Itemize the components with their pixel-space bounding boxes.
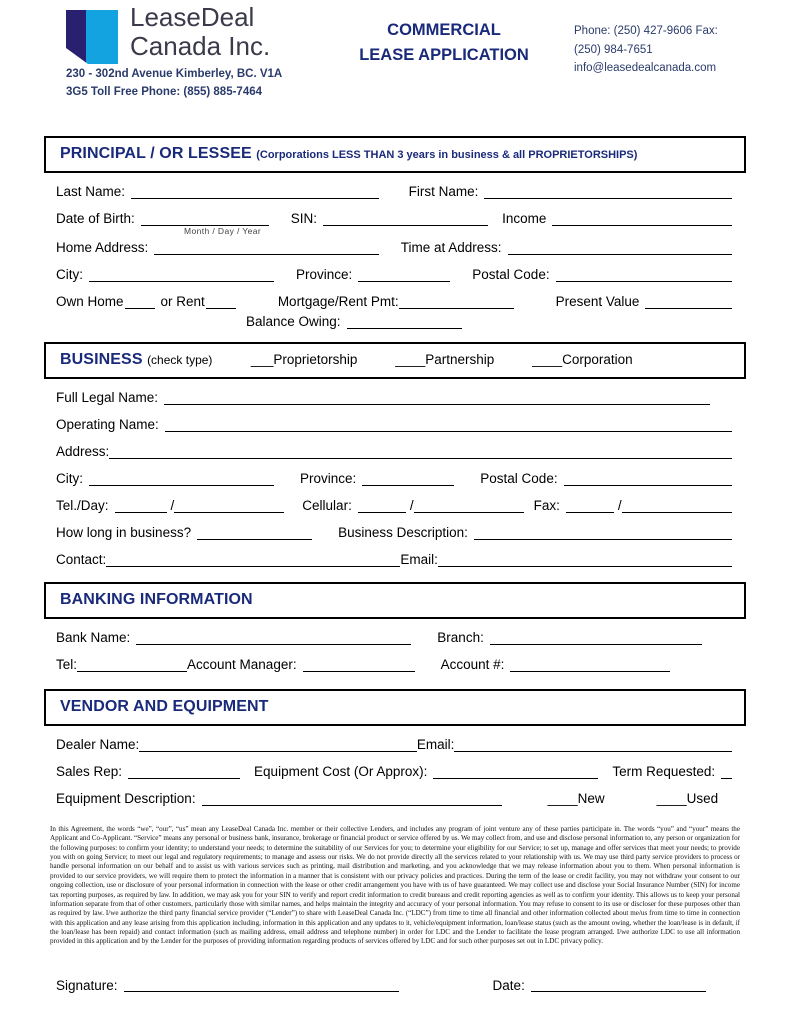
input-last-name[interactable] xyxy=(131,184,379,199)
legal-agreement-text: In this Agreement, the words “we”, “our”, “us” mean any LeaseDeal Canada Inc. member or their collective Lenders, and includes any program of joint venture any of these parties participate in. The words “you” and “your” means the Applicant and Co-Applicant. “Service” means any personal or business bank, insurance, brokerage or financial product or service offered by us. We may collect from, and use and disclose personal information to, any person or organization for the following purposes: to confirm your identity; to understand your needs; to determine the suitability of our Services for you; to determine your eligibility for our Service; to set up, manage and offer services that meet your needs; to provide you with on going Service; to meet our legal and regulatory requirements; to manage and assess our risks. We do not provide directly all the services related to your relationship with us. We may use third party service providers to process or handle personal information on our behalf and to assist us with various services such as printing, mail distribution and marketing, and you acknowledge that we may release information about you to them. When personal information is provided to our service providers, we will require them to protect the information in a manner that is consistent with our privacy policies and practices. During the term of the lease or credit facility, you may not withdraw your consent to our ongoing collection, use or disclosure of your personal information in connection with the lease or other credit arrangement you have with us of have guaranteed. We may collect use and disclose your Social Insurance Number (SIN) for income tax reporting purposes, as required by law. In addition, we may ask you for your SIN to verify and report credit information to credit bureaus and credit reporting agencies as well as to confirm your identity. This allows us to keep your personal information separate from that of other customers, particularly those with similar names, and helps maintain the integrity and accuracy of your personal information. You may refuse to consent to its use or discloser for these purposes other than as required by law. I/we authorize the third party financial service provider (“Lender”) to share with LeaseDeal Canada Inc. (“LDC”) from time to time all financial and other information collected about me/us from time to time in connection with this application and any lease arising from this application including, information in this application and any updates to it, vehicle/equipment information, loan/lease status (such as the amount owing, whether the loan/lease is in default, if the loan/lease has been repaid) and contact information (such as mailing address, email address and telephone number) in order for LDC and the Lender to facilitate the lease program arranged. I/we authorize LDC to use all information provided in this application and by the Lender for the purposes of providing information regarding products of services offered by LDC and for such other purposes set out in LDC privacy policy. xyxy=(50,825,740,946)
input-business-province[interactable] xyxy=(362,471,454,486)
checkbox-used[interactable]: ____Used xyxy=(656,791,719,806)
section-header-business xyxy=(44,342,746,379)
input-tel-day-area[interactable] xyxy=(115,498,167,513)
input-sales-rep[interactable] xyxy=(128,764,240,779)
row-business-address xyxy=(56,444,736,460)
label-business-email: Email: xyxy=(400,552,438,567)
brand-name xyxy=(130,4,270,59)
label-province: Province: xyxy=(296,267,353,282)
input-income[interactable] xyxy=(552,211,732,226)
label-postal-code: Postal Code: xyxy=(472,267,550,282)
separator-slash-tel: / xyxy=(170,498,175,513)
label-first-name: First Name: xyxy=(408,184,479,199)
row-home-address xyxy=(56,240,736,256)
row-city-province-postal xyxy=(56,267,736,283)
label-last-name: Last Name: xyxy=(56,184,126,199)
input-present-value[interactable] xyxy=(645,294,732,309)
label-sales-rep: Sales Rep: xyxy=(56,764,123,779)
option-corporation[interactable]: ____Corporation xyxy=(532,352,633,367)
label-fax: Fax: xyxy=(533,498,560,513)
input-sin[interactable] xyxy=(323,211,488,226)
row-business-city-province-postal xyxy=(56,471,736,487)
section-header-banking xyxy=(44,582,746,619)
input-business-description[interactable] xyxy=(474,525,732,540)
contact-email: info@leasedealcanada.com xyxy=(574,62,717,75)
label-business-postal-code: Postal Code: xyxy=(480,471,558,486)
input-account-manager[interactable] xyxy=(303,657,415,672)
row-dealer-email xyxy=(56,737,736,753)
contact-fax-number: (250) 984-7651 xyxy=(574,43,653,56)
label-equipment-cost: Equipment Cost (Or Approx): xyxy=(254,764,428,779)
input-full-legal-name[interactable] xyxy=(164,390,710,405)
label-account-number: Account #: xyxy=(440,657,505,672)
input-postal-code[interactable] xyxy=(556,267,732,282)
input-contact[interactable] xyxy=(106,552,400,567)
checkbox-rent[interactable] xyxy=(206,294,236,309)
label-branch: Branch: xyxy=(437,630,484,645)
checkbox-own-home[interactable] xyxy=(125,294,155,309)
section-title-principal: PRINCIPAL / OR LESSEE xyxy=(60,145,252,162)
input-business-email[interactable] xyxy=(438,552,732,567)
separator-slash-cellular: / xyxy=(409,498,414,513)
label-contact: Contact: xyxy=(56,552,107,567)
row-full-legal-name xyxy=(56,390,736,406)
label-full-legal-name: Full Legal Name: xyxy=(56,390,159,405)
input-business-postal-code[interactable] xyxy=(564,471,732,486)
label-operating-name: Operating Name: xyxy=(56,417,159,432)
row-names xyxy=(56,184,736,200)
label-date-of-birth: Date of Birth: xyxy=(56,211,135,226)
label-business-city: City: xyxy=(56,471,83,486)
input-vendor-email[interactable] xyxy=(454,737,732,752)
label-balance-owing: Balance Owing: xyxy=(246,314,341,329)
row-contact-email xyxy=(56,552,736,568)
section-subtitle-principal: (Corporations LESS THAN 3 years in business & all PROPRIETORSHIPS) xyxy=(256,149,638,161)
input-cellular-number[interactable] xyxy=(414,498,524,513)
separator-slash-fax: / xyxy=(617,498,622,513)
label-account-manager: Account Manager: xyxy=(187,657,297,672)
input-fax-area[interactable] xyxy=(566,498,614,513)
row-equipment-description xyxy=(56,791,736,807)
label-bank-name: Bank Name: xyxy=(56,630,131,645)
input-date-of-birth[interactable] xyxy=(141,211,269,226)
label-income: Income xyxy=(502,211,547,226)
input-how-long-in-business[interactable] xyxy=(197,525,312,540)
company-address-line1: 230 - 302nd Avenue Kimberley, BC. V1A xyxy=(66,68,283,80)
row-balance-owing xyxy=(56,314,736,330)
label-present-value: Present Value xyxy=(555,294,640,309)
row-bank-name-branch xyxy=(56,630,736,646)
vendor-fields xyxy=(44,737,746,807)
input-account-number[interactable] xyxy=(510,657,670,672)
label-dealer-name: Dealer Name: xyxy=(56,737,140,752)
row-operating-name xyxy=(56,417,736,433)
row-how-long-description xyxy=(56,525,736,541)
input-dealer-name[interactable] xyxy=(139,737,417,752)
input-first-name[interactable] xyxy=(484,184,732,199)
input-time-at-address[interactable] xyxy=(508,240,732,255)
logo-cyan-block xyxy=(86,10,118,64)
banking-fields xyxy=(44,630,746,673)
input-tel-day-number[interactable] xyxy=(174,498,284,513)
label-vendor-email: Email: xyxy=(416,737,455,752)
business-type-options xyxy=(251,352,667,367)
document-title-line2: LEASE APPLICATION xyxy=(359,45,529,64)
input-banking-tel[interactable] xyxy=(77,657,187,672)
section-subtitle-business: (check type) xyxy=(147,353,213,367)
label-business-address: Address: xyxy=(56,444,110,459)
brand-name-line2: Canada Inc. xyxy=(130,31,271,61)
input-branch[interactable] xyxy=(490,630,702,645)
leasedeal-logo-icon xyxy=(66,10,118,64)
label-banking-tel: Tel: xyxy=(56,657,78,672)
section-title-banking: BANKING INFORMATION xyxy=(60,591,253,608)
label-home-address: Home Address: xyxy=(56,240,149,255)
brand-name-line1: LeaseDeal xyxy=(130,2,255,32)
row-tel-cellular-fax xyxy=(56,498,736,514)
input-business-city[interactable] xyxy=(89,471,274,486)
contact-phone-fax: Phone: (250) 427-9606 Fax: xyxy=(574,25,718,37)
label-own-home: Own Home xyxy=(56,294,124,309)
label-tel-day: Tel./Day: xyxy=(56,498,109,513)
section-title-business: BUSINESS xyxy=(60,351,143,368)
input-mortgage-rent-pmt[interactable] xyxy=(399,294,514,309)
label-business-province: Province: xyxy=(300,471,357,486)
input-signature[interactable] xyxy=(124,977,399,992)
input-cellular-area[interactable] xyxy=(358,498,406,513)
label-equipment-description: Equipment Description: xyxy=(56,791,196,806)
label-signature: Signature: xyxy=(56,977,118,993)
input-equipment-cost[interactable] xyxy=(433,764,598,779)
checkbox-new[interactable]: ____New xyxy=(547,791,605,806)
company-address xyxy=(66,66,282,102)
label-mortgage-rent-pmt: Mortgage/Rent Pmt: xyxy=(277,294,399,309)
input-city[interactable] xyxy=(89,267,274,282)
row-own-rent xyxy=(56,294,736,310)
label-sin: SIN: xyxy=(290,211,318,226)
option-partnership[interactable]: ____Partnership xyxy=(395,352,495,367)
section-header-vendor xyxy=(44,689,746,726)
input-business-address[interactable] xyxy=(109,444,732,459)
input-province[interactable] xyxy=(358,267,450,282)
row-dob-sin-income xyxy=(56,211,736,227)
input-operating-name[interactable] xyxy=(165,417,732,432)
input-date[interactable] xyxy=(531,977,706,992)
label-city: City: xyxy=(56,267,83,282)
document-title xyxy=(344,18,544,68)
label-or-rent: or Rent xyxy=(160,294,205,309)
input-bank-name[interactable] xyxy=(136,630,411,645)
principal-fields xyxy=(44,184,746,330)
input-equipment-description[interactable] xyxy=(202,791,502,806)
row-sales-rep-cost-term xyxy=(56,764,736,780)
label-date: Date: xyxy=(492,977,525,993)
logo-corner-notch xyxy=(66,48,88,64)
input-balance-owing[interactable] xyxy=(347,314,462,329)
label-time-at-address: Time at Address: xyxy=(400,240,502,255)
label-cellular: Cellular: xyxy=(302,498,352,513)
row-tel-account-manager-account xyxy=(56,657,736,673)
input-fax-number[interactable] xyxy=(622,498,732,513)
business-fields xyxy=(44,390,746,568)
document-header xyxy=(44,0,746,136)
company-address-line2: 3G5 Toll Free Phone: (855) 885-7464 xyxy=(66,85,263,98)
label-term-requested: Term Requested: xyxy=(612,764,716,779)
company-contact-info xyxy=(574,22,774,78)
section-header-principal xyxy=(44,136,746,173)
label-how-long-in-business: How long in business? xyxy=(56,525,192,540)
dob-format-hint: Month / Day / Year xyxy=(184,226,262,236)
input-home-address[interactable] xyxy=(154,240,378,255)
input-term-requested[interactable] xyxy=(721,764,732,779)
label-business-description: Business Description: xyxy=(338,525,468,540)
signature-row xyxy=(44,977,746,993)
option-proprietorship[interactable]: ___Proprietorship xyxy=(250,352,358,367)
section-title-vendor: VENDOR AND EQUIPMENT xyxy=(60,698,269,715)
document-title-line1: COMMERCIAL xyxy=(387,21,501,39)
